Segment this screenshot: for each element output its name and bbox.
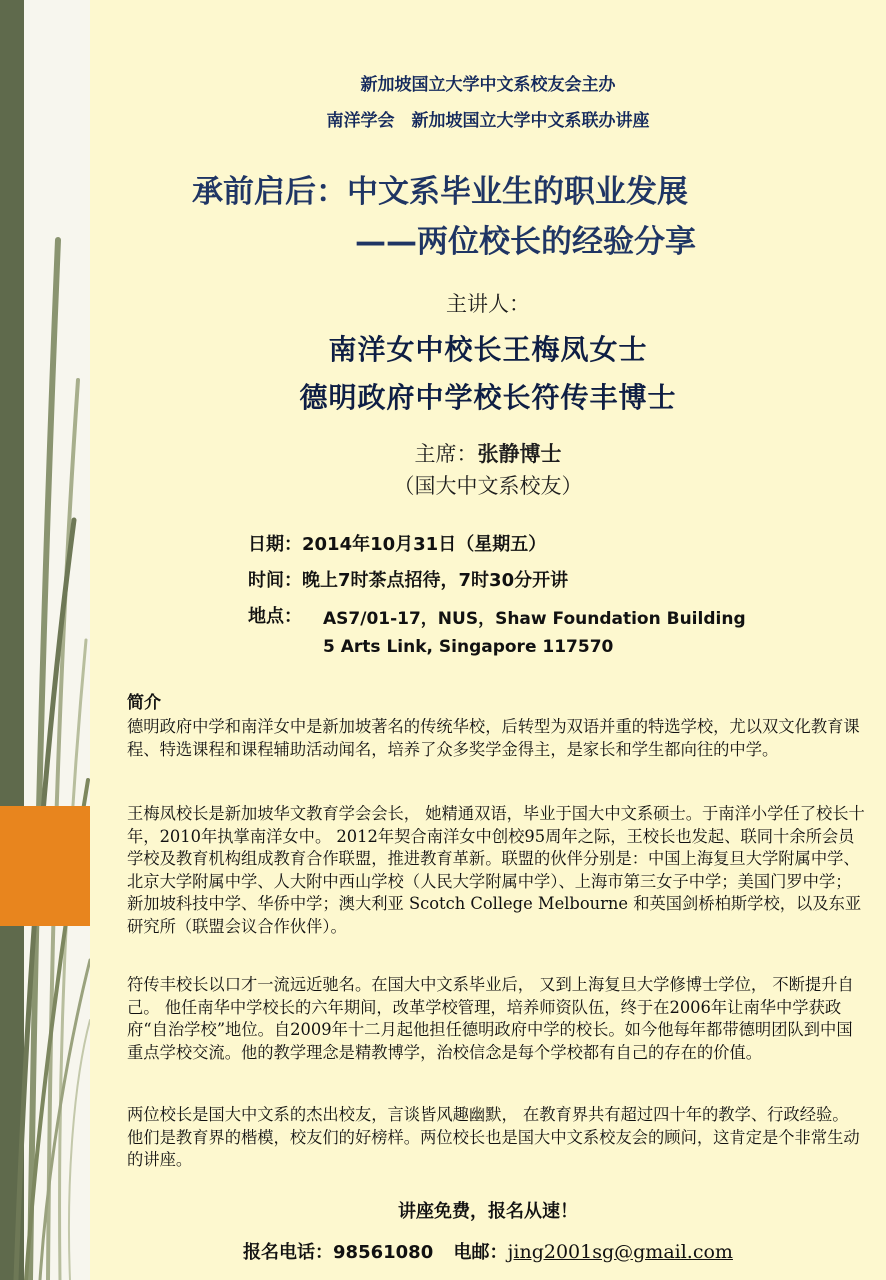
speaker-2: 德明政府中学校长符传丰博士 — [299, 381, 677, 414]
intro-heading: 简介 — [127, 693, 161, 713]
intro-paragraph-3: 符传丰校长以口才一流远近驰名。在国大中文系毕业后， 又到上海复旦大学修博士学位， 不断提升自己。 他任南华中学校长的六年期间，改革学校管理，培养师资队伍，终于在2006年让南华中学获政府“自治学校”地位。自2009年十二月起他担任德明政府中学的校长。如今他每年都带德明团队到中国重点学校交流。他的教学理念是精教博学，治校信念是每个学校都有自己的存在的价值。 — [127, 975, 854, 1062]
phone-label: 报名电话： — [243, 1242, 334, 1263]
speaker-1: 南洋女中校长王梅凤女士 — [328, 333, 648, 366]
event-venue-label: 地点： — [248, 606, 302, 627]
email-address[interactable]: jing2001sg@gmail.com — [507, 1241, 733, 1263]
title-line-1: 承前启后：中文系毕业生的职业发展 — [192, 174, 688, 210]
intro-paragraph-4: 两位校长是国大中文系的杰出校友，言谈皆风趣幽默， 在教育界共有超过四十年的教学、行政经验。 他们是教育界的楷模，校友们的好榜样。两位校长也是国大中文系校友会的顾问，这肯定是个非常生动的讲座。 — [127, 1105, 860, 1169]
intro-paragraph-2: 王梅凤校长是新加坡华文教育学会会长， 她精通双语，毕业于国大中文系硕士。于南洋小学任了校长十年，2010年执掌南洋女中。 2012年契合南洋女中创校95周年之际，王校长也发起、联同十余所会员学校及教育机构组成教育合作联盟，推进教育革新。联盟的伙伴分别是：中国上海复旦大学附属中学、北京大学附属中学、人大附中西山学校（人民大学附属中学）、上海市第三女子中学；美国门罗中学；新加坡科技中学、华侨中学；澳大利亚 Scotch College Melbourne 和英国剑桥柏斯学校，以及东亚研究所（联盟会议合作伙伴）。 — [127, 804, 865, 936]
email-label: 电邮： — [453, 1242, 508, 1263]
phone-number: 98561080 — [333, 1242, 434, 1263]
contact-line — [90, 1238, 886, 1264]
intro-paragraph-1: 德明政府中学和南洋女中是新加坡著名的传统华校，后转型为双语并重的特选学校，尤以双文化教育课程、特选课程和课程辅助活动闻名，培养了众多奖学金得主，是家长和学生都向往的中学。 — [127, 717, 860, 759]
co-organizer-line: 南洋学会 新加坡国立大学中文系联办讲座 — [326, 111, 650, 131]
orange-accent-bar — [0, 806, 90, 926]
organizer-line: 新加坡国立大学中文系校友会主办 — [360, 75, 616, 95]
event-time: 时间：晚上7时茶点招待，7时30分开讲 — [248, 570, 569, 591]
speaker-label: 主讲人： — [446, 292, 530, 316]
title-line-2: ——两位校长的经验分享 — [355, 224, 696, 260]
chair-line — [90, 438, 886, 468]
chair-note: （国大中文系校友） — [393, 474, 583, 498]
chair-name: 张静博士 — [477, 441, 562, 466]
chair-label: 主席： — [414, 442, 478, 466]
event-venue-line-2: 5 Arts Link, Singapore 117570 — [323, 637, 614, 657]
event-date: 日期：2014年10月31日（星期五） — [248, 534, 547, 555]
event-venue-line-1: AS7/01-17，NUS，Shaw Foundation Building — [323, 609, 746, 629]
free-registration-note: 讲座免费，报名从速！ — [398, 1201, 578, 1222]
sidebar-dark-strip — [0, 0, 24, 1280]
